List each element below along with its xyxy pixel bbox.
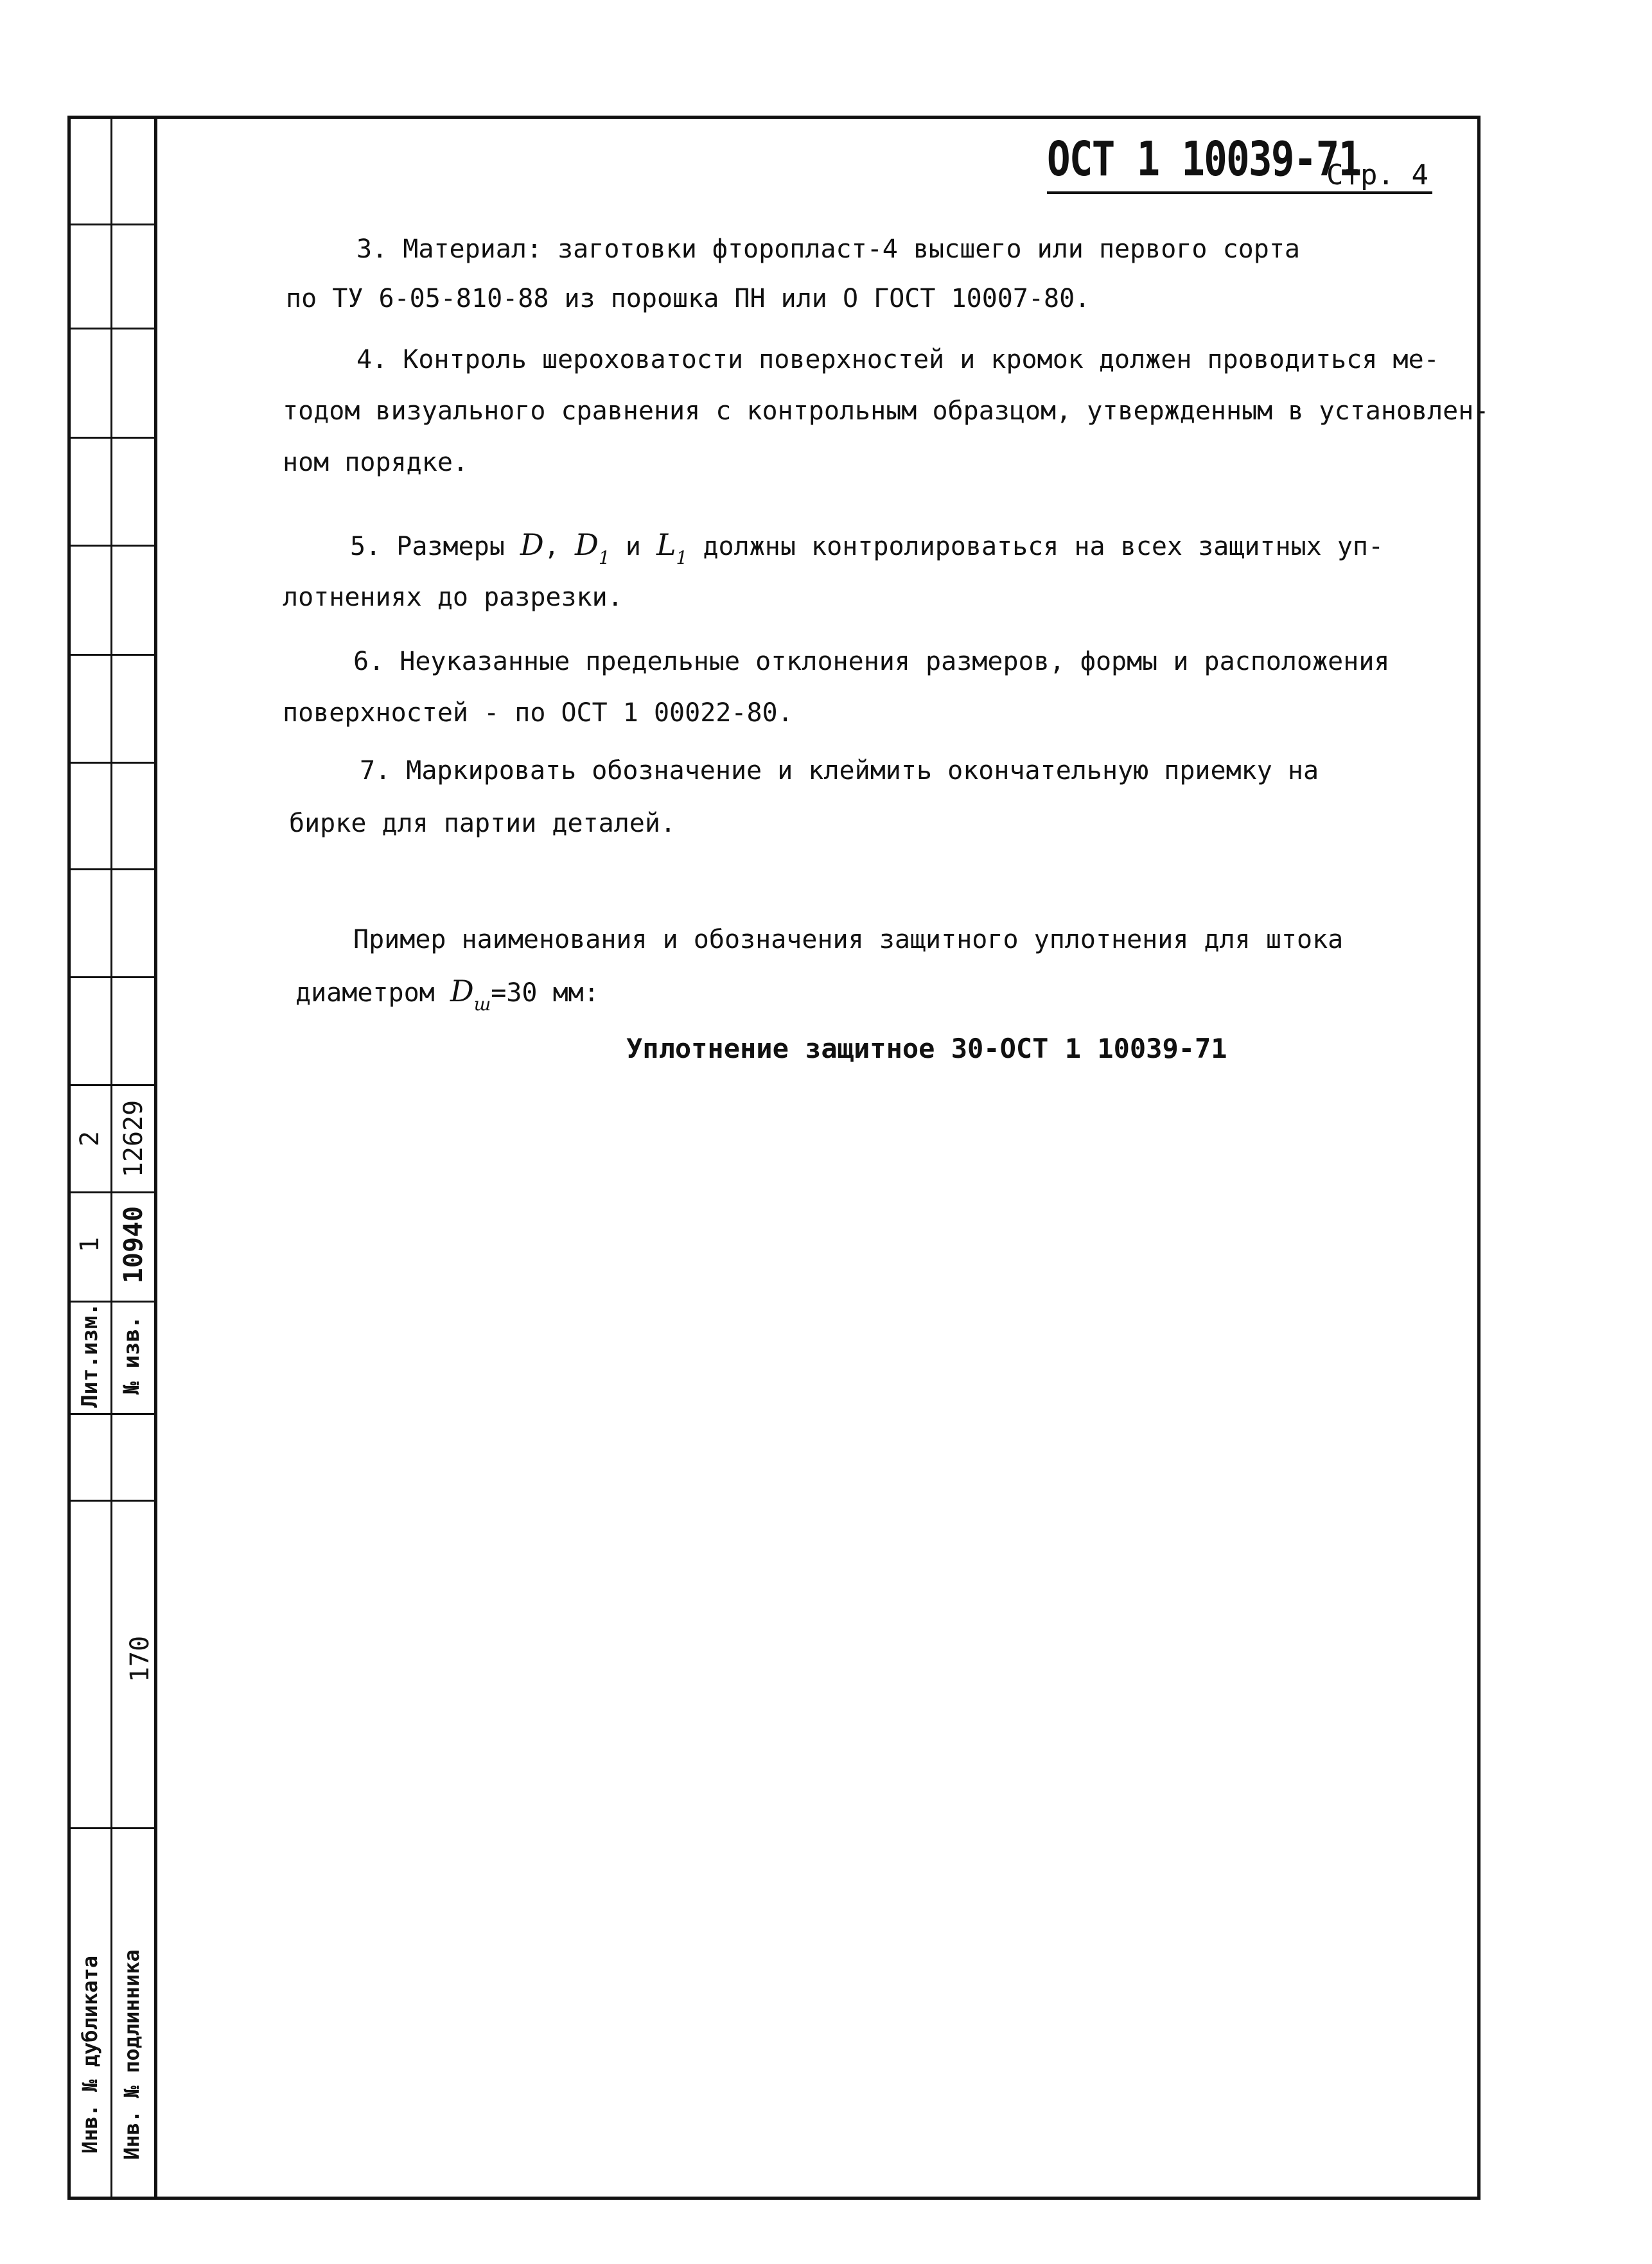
frame-left xyxy=(67,116,71,2200)
margin-rule xyxy=(67,1084,155,1086)
frame-margin-divider xyxy=(110,116,112,2200)
margin-col1-change-number: 1 xyxy=(75,1236,105,1253)
paragraph-5-prefix: 5. Размеры xyxy=(350,532,505,561)
margin-rule xyxy=(67,762,155,764)
paragraph-3-line-1: 3. Материал: заготовки фторопласт-4 высшего или первого сорта xyxy=(356,234,1301,264)
paragraph-6-line-2: поверхностей - по ОСТ 1 00022-80. xyxy=(283,698,793,728)
symbol-d1-subscript: 1 xyxy=(598,547,610,568)
example-prefix: диаметром xyxy=(295,978,435,1008)
document-code: ОСТ 1 10039-71 xyxy=(1047,132,1361,187)
margin-rule xyxy=(67,328,155,329)
frame-bottom xyxy=(67,2197,1481,2200)
margin-rule xyxy=(67,1827,155,1829)
paragraph-6-line-1: 6. Неуказанные предельные отклонения размеров, формы и расположения xyxy=(353,647,1390,676)
paragraph-4-line-1: 4. Контроль шероховатости поверхностей и кромок должен проводиться ме- xyxy=(356,345,1439,374)
margin-col1-change-number: 2 xyxy=(75,1130,105,1147)
frame-inner-left xyxy=(154,116,157,2200)
frame-right xyxy=(1477,116,1481,2200)
margin-col2-storage-number: 170 xyxy=(125,1635,155,1683)
margin-rule xyxy=(67,1500,155,1502)
header-underline xyxy=(1047,191,1432,194)
paragraph-7-line-1: 7. Маркировать обозначение и клеймить окончательную приемку на xyxy=(360,756,1319,785)
paragraph-3-line-2: по ТУ 6-05-810-88 из порошка ПН или О ГОСТ 10007-80. xyxy=(286,284,1091,313)
symbol-separator: , xyxy=(543,532,559,561)
example-line-2 xyxy=(295,974,599,1015)
symbol-l1: L xyxy=(656,527,676,562)
paragraph-4-line-3: ном порядке. xyxy=(283,448,468,477)
example-line-1: Пример наименования и обозначения защитного уплотнения для штока xyxy=(353,925,1344,954)
margin-rule xyxy=(67,654,155,656)
symbol-d-shaft: D xyxy=(450,974,474,1008)
example-suffix: =30 мм: xyxy=(491,978,599,1008)
paragraph-7-line-2: бирке для партии деталей. xyxy=(289,809,676,838)
conjunction: и xyxy=(625,532,641,561)
page-number: Стр. 4 xyxy=(1326,159,1428,191)
symbol-l1-subscript: 1 xyxy=(676,547,688,568)
margin-col2-original-inventory: Инв. № подлинника xyxy=(119,1949,144,2160)
margin-col2-notice-number: 12629 xyxy=(119,1100,148,1178)
margin-col2-notice-number: 10940 xyxy=(119,1206,148,1284)
margin-rule xyxy=(67,437,155,439)
margin-rule xyxy=(67,224,155,225)
symbol-d-shaft-subscript: ш xyxy=(473,994,491,1015)
margin-col1-label: Лит.изм. xyxy=(77,1303,103,1408)
symbol-d: D xyxy=(520,527,544,562)
margin-rule xyxy=(67,545,155,547)
margin-rule xyxy=(67,976,155,978)
frame-top xyxy=(67,116,1481,119)
paragraph-5-line-1 xyxy=(350,527,1384,568)
paragraph-5-line-2: лотнениях до разрезки. xyxy=(283,583,623,612)
margin-rule xyxy=(67,868,155,870)
paragraph-5-suffix: должны контролироваться на всех защитных уп- xyxy=(703,532,1384,561)
margin-col2-label: № изв. xyxy=(119,1315,145,1395)
symbol-d1: D xyxy=(575,527,599,562)
paragraph-4-line-2: тодом визуального сравнения с контрольным образцом, утвержденным в установлен- xyxy=(283,396,1489,426)
designation-example: Уплотнение защитное 30-ОСТ 1 10039-71 xyxy=(626,1033,1227,1064)
margin-col1-duplicate-inventory: Инв. № дубликата xyxy=(78,1955,102,2154)
